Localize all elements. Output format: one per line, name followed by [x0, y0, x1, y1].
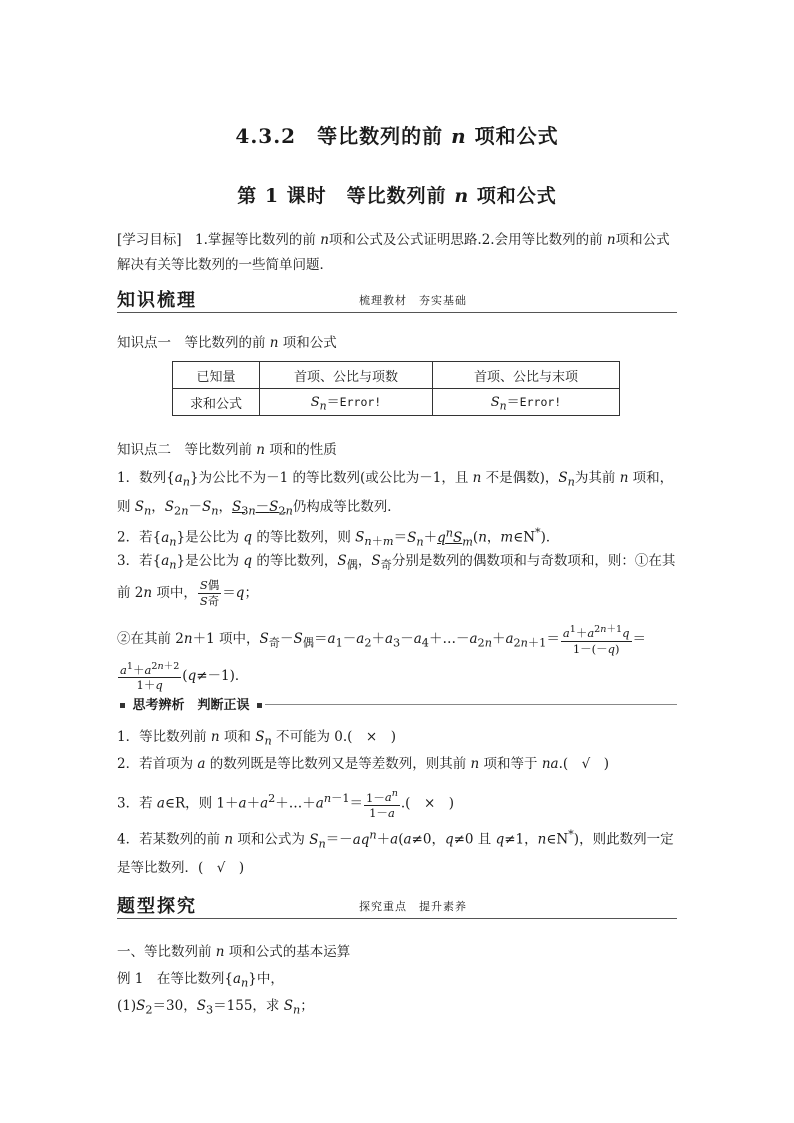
knowledge-point-2-title: 知识点二 等比数列前 n 项和的性质	[117, 442, 337, 458]
example-1: 例 1 在等比数列$\{a_n\}$中，	[117, 971, 284, 990]
judgement-3: 3．若 a∈R，则 $1+a+a^2+\dots+a^{n-1}=$ $\frac{1-a^n}{1-a}$ .( × )	[117, 788, 455, 821]
property-1: 1．数列$\{a_n\}$为公比不为－1 的等比数列(或公比为－1，且 n 不是偶数)，$S_n$为其前 n 项和，则 $S_n$，$S_{2n}-S_n$，$S_{3n}-S_{2n}$仍构成等比数列．	[117, 470, 674, 518]
table-cell: $S_n=Error$!	[433, 389, 620, 416]
judgement-1: 1．等比数列前 n 项和 $S_n$ 不可能为 0.( × )	[117, 729, 396, 748]
example-1-question-1: $(1)S_2=30$，$S_3=155$，求 $S_n$；	[117, 998, 314, 1017]
section-title: 4.3.2 等比数列的前 n 项和公式	[235, 124, 559, 148]
table-row	[173, 389, 620, 416]
property-2: 2．若$\{a_n\}$是公比为 q 的等比数列，则 $S_{n+m}=S_n+q^nS_m(n$，m∈N*)．	[117, 526, 560, 549]
lesson-title: 第 1 课时 等比数列前 n 项和公式	[237, 185, 557, 207]
think-discern-label: 思考辨析 判断正误	[117, 694, 265, 713]
section-header-subtitle: 探究重点 提升素养	[359, 900, 467, 913]
learning-objectives: [学习目标] 1.掌握等比数列的前 n项和公式及公式证明思路.2.会用等比数列的前 n项和公式解决有关等比数列的一些简单问题．	[117, 232, 670, 273]
think-discern-divider	[265, 704, 677, 705]
judgement-2: 2．若首项为 a 的数列既是等比数列又是等差数列，则其前 n 项和等于 na.( √ )	[117, 756, 610, 772]
property-3: 3．若$\{a_n\}$是公比为 q 的等比数列，$S_偶$，$S_奇$分别是数列的偶数项和与奇数项和，则：①在其前 2n 项中， $\frac{\text{S偶}}{\text{S奇}}$ ＝q；	[117, 553, 676, 608]
property-3-part-2: ②在其前 2n＋1 项中，$S_奇-S_偶=a_1-a_2+a_3-a_4+\dots-a_{2n}+a_{2n+1}=$ $\frac{a^1+a^{2n+1}q}{1-(-q)}$ ＝ $\frac{a^1+a^{2n+2}}{1+q}$ (q≠－1)．	[117, 624, 647, 693]
section-header-title: 知识梳理	[117, 290, 197, 311]
section-header-knowledge	[117, 286, 677, 314]
section-divider	[117, 918, 677, 919]
topic-1-title: 一、等比数列前 n 项和公式的基本运算	[117, 944, 351, 960]
judgement-4: 4．若某数列的前 n 项和公式为 $S_n=-aq^n+a(a\ne 0$，q≠0 且 q≠1，n∈N*)，则此数列一定是等比数列．( √ )	[117, 828, 674, 877]
section-header-explore	[117, 892, 677, 920]
knowledge-point-1-title: 知识点一 等比数列的前 n 项和公式	[117, 335, 337, 351]
table-header-cell: 首项、公比与项数	[260, 362, 433, 389]
think-discern-bar	[117, 694, 677, 714]
section-header-title: 题型探究	[117, 896, 197, 917]
table-cell: $S_n=Error$!	[260, 389, 433, 416]
table-header-row	[173, 362, 620, 389]
table-header-cell: 首项、公比与末项	[433, 362, 620, 389]
section-header-subtitle: 梳理教材 夯实基础	[359, 294, 467, 307]
table-row-label: 求和公式	[173, 389, 260, 416]
table-header-cell: 已知量	[173, 362, 260, 389]
section-divider	[117, 312, 677, 313]
sum-formula-table	[172, 361, 620, 416]
